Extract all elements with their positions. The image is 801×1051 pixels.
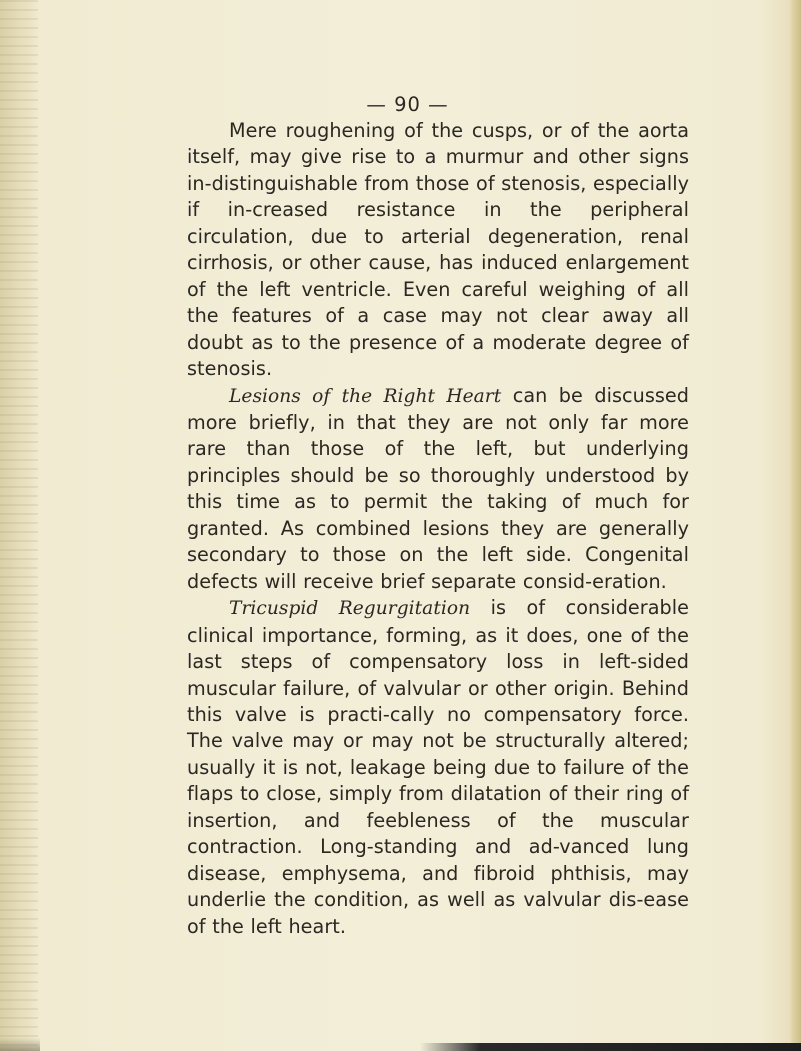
page-right-edge [789,0,801,1051]
paragraph-right-heart-lesions [187,383,689,596]
paragraph-text: can be discussed more briefly, in that they are not only far more rare than those of the left, but underlying principles should be so thoroughly understood by this time as to permit the taking of much for granted. As combined lesions they are generally secondary to those on the left side. Congenital defects will receive brief separate consid-eration. [187,383,689,593]
paragraph-text: is of considerable clinical importance, forming, as it does, one of the last steps of compensatory loss in left-sided muscular failure, of valvular or other origin. Behind this valve is practi-cally no compensatory force. The valve may or may not be structurally altered; usually it is not, leakage being due to failure of the flaps to close, simply from dilatation of their ring of insertion, and feebleness of the muscular contraction. Long-standing and ad-vanced lung disease, emphysema, and fibroid phthisis, may underlie the condition, as well as valvular dis-ease of the left heart. [187,596,689,938]
section-heading-italic: Tricuspid Regurgitation [229,598,471,620]
paragraph-text: Mere roughening of the cusps, or of the aorta itself, may give rise to a murmur and other signs in-distinguishable from those of stenosis, especially if in-creased resistance in the peripheral circulation, due to arterial degeneration, renal cirrhosis, or other cause, has induced enlargement of the left ventricle. Even careful weighing of all the features of a case may not clear away all doubt as to the presence of a moderate degree of stenosis. [187,119,689,381]
page-left-edge [0,0,38,1051]
page-body [187,118,689,940]
page-corner-shadow [0,1038,40,1051]
section-heading-italic: Lesions of the Right Heart [229,385,502,407]
page-number: — 90 — [366,93,449,116]
paragraph-tricuspid-regurgitation [187,595,689,940]
paragraph-aortic-roughening [187,118,689,383]
page-bottom-shadow [420,1043,801,1051]
